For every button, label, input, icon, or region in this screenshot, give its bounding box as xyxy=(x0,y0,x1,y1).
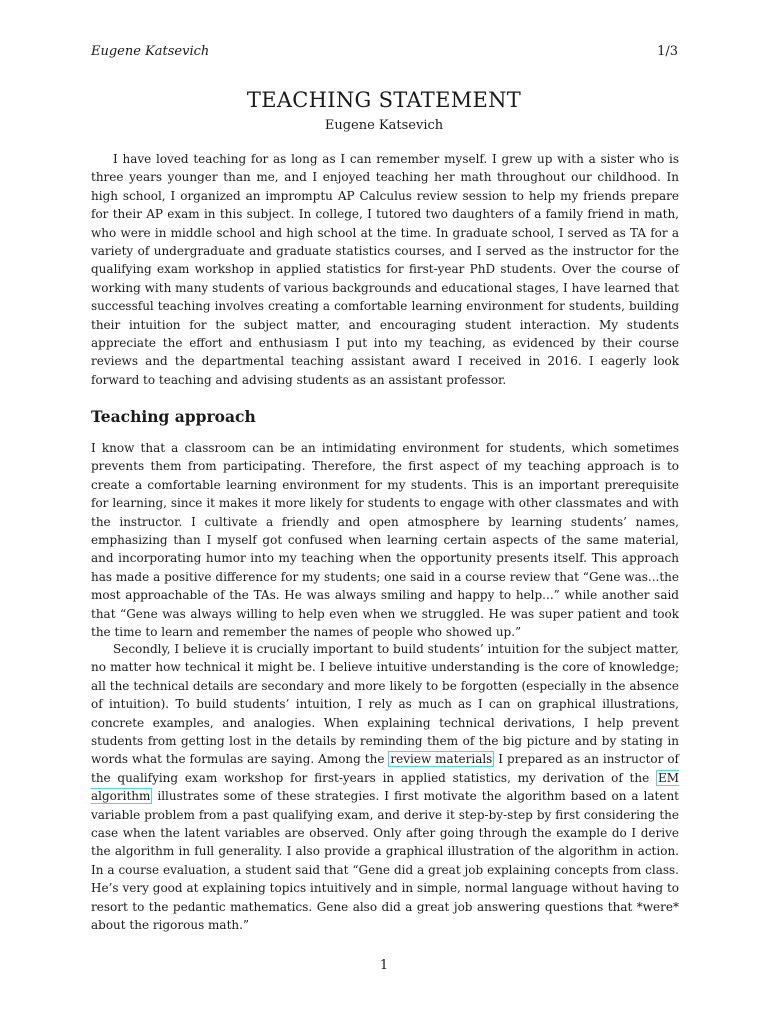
document-title: TEACHING STATEMENT xyxy=(246,88,522,112)
running-header-author: Eugene Katsevich xyxy=(91,44,210,59)
paragraph-2-text-part-2: I prepared as an instructor of the qualifying exam workshop for first-years in applied statistics, my derivation of the xyxy=(91,752,679,785)
running-header-page-indicator: 1/3 xyxy=(657,44,678,59)
review-materials-link[interactable]: review materials xyxy=(390,752,493,767)
paragraph-2-text-part-3: illustrates some of these strategies. I first motivate the algorithm based on a latent variable problem from a past qualifying exam, and derive it step-by-step by first considering the case when the latent variables are observed. Only after going through the example do I derive the algorithm in full generality. I also provide a graphical illustration of the algorithm in action. In a course evaluation, a student said that “Gene did a great job explaining concepts from class. He’s very good at explaining topics intuitively and in simple, normal language without having to resort to the pedantic mathematics. Gene also did a great job answering questions that *were* about the rigorous math.” xyxy=(91,789,679,933)
footer-page-number: 1 xyxy=(379,958,389,973)
section-paragraph-2 xyxy=(91,640,679,935)
document-author: Eugene Katsevich xyxy=(324,118,444,133)
section-heading: Teaching approach xyxy=(91,407,256,426)
running-header xyxy=(91,44,678,62)
intro-paragraph: I have loved teaching for as long as I can remember myself. I grew up with a sister who is three years younger than me, and I enjoyed teaching her math throughout our childhood. In high school, I organized an impromptu AP Calculus review session to help my friends prepare for their AP exam in this subject. In college, I tutored two daughters of a family friend in math, who were in middle school and high school at the time. In graduate school, I served as TA for a variety of undergraduate and graduate statistics courses, and I served as the instructor for the qualifying exam workshop in applied statistics for first-year PhD students. Over the course of working with many students of various backgrounds and educational stages, I have learned that successful teaching involves creating a comfortable learning environment for students, building their intuition for the subject matter, and encouraging student interaction. My students appreciate the effort and enthusiasm I put into my teaching, as evidenced by their course reviews and the departmental teaching assistant award I received in 2016. I eagerly look forward to teaching and advising students as an assistant professor. xyxy=(91,152,679,387)
em-algorithm-link[interactable]: EM algorithm xyxy=(91,770,679,804)
paragraph-2-text-part-1: Secondly, I believe it is crucially important to build students’ intuition for the subject matter, no matter how technical it might be. I believe intuitive understanding is the core of knowledge; all the technical details are secondary and more likely to be forgotten (especially in the absence of intuition). To build students’ intuition, I rely as much as I can on graphical illustrations, concrete examples, and analogies. When explaining technical derivations, I help prevent students from getting lost in the details by reminding them of the big picture and by stating in words what the formulas are saying. Among the xyxy=(91,642,679,767)
section-paragraph-1: I know that a classroom can be an intimidating environment for students, which sometimes prevents them from participating. Therefore, the first aspect of my teaching approach is to create a comfortable learning environment for my students. This is an important prerequisite for learning, since it makes it more likely for students to engage with other classmates and with the instructor. I cultivate a friendly and open atmosphere by learning students’ names, emphasizing than I myself got confused when learning certain aspects of the same material, and incorporating humor into my teaching when the opportunity presents itself. This approach has made a positive difference for my students; one said in a course review that “Gene was...the most approachable of the TAs. He was always smiling and happy to help...” while another said that “Gene was always willing to help even when we struggled. He was super patient and took the time to learn and remember the names of people who showed up.” xyxy=(91,441,679,640)
